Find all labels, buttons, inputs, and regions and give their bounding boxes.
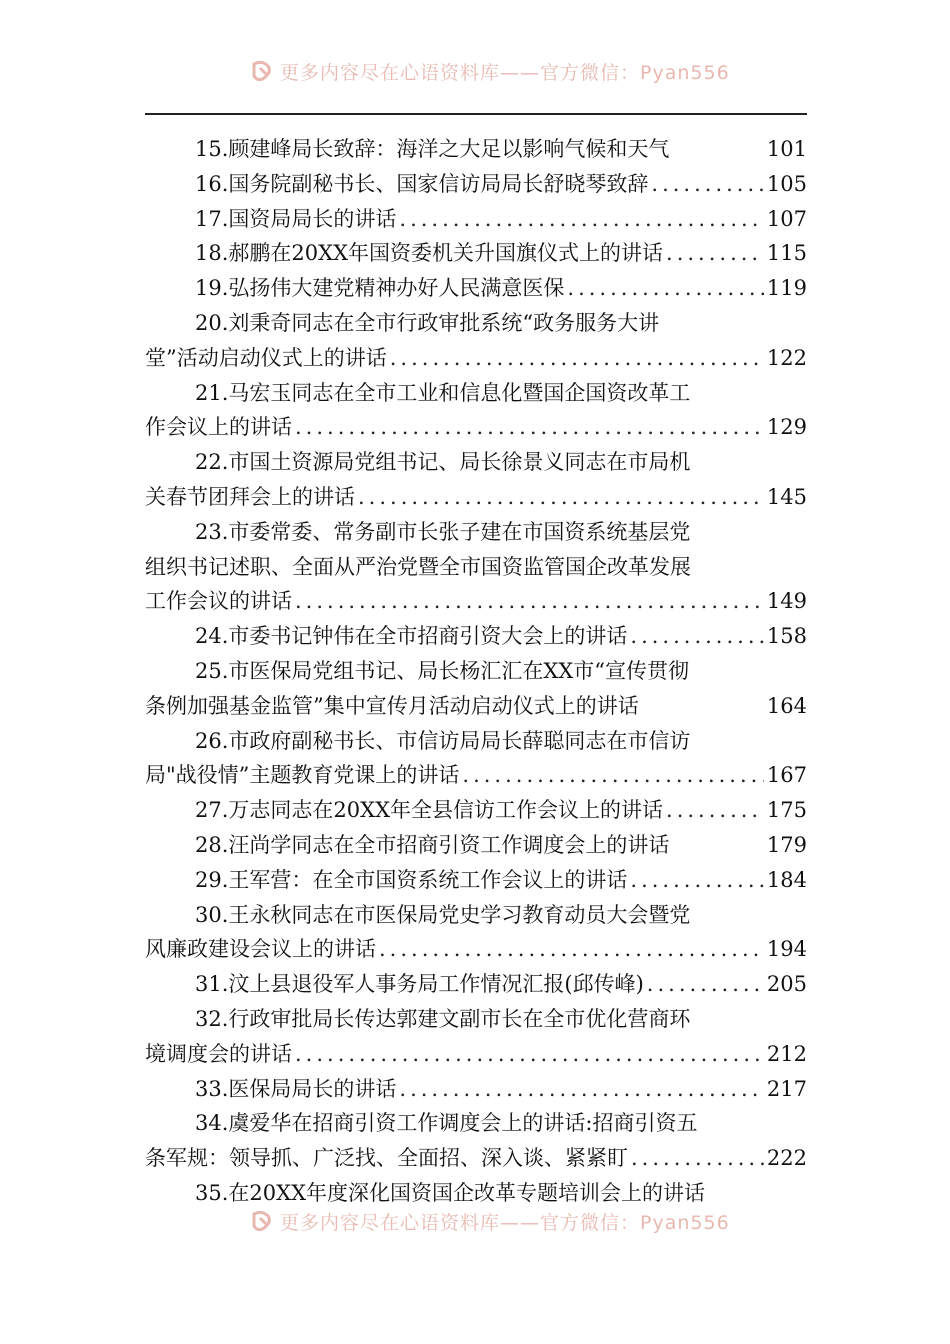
toc-entry-number: 21. bbox=[195, 380, 229, 405]
toc-entry[interactable] bbox=[145, 619, 807, 654]
toc-page-number: 145 bbox=[766, 484, 807, 509]
toc-entry-number: 34. bbox=[195, 1111, 229, 1136]
toc-page-number: 222 bbox=[766, 1146, 807, 1171]
dot-leader bbox=[651, 167, 764, 202]
toc-entry-title: 虞爱华在招商引资工作调度会上的讲话:招商引资五 bbox=[228, 1111, 698, 1136]
toc-page-number: 194 bbox=[766, 937, 807, 962]
toc-entry[interactable] bbox=[145, 1106, 807, 1176]
toc-entry-title: 工作会议的讲话 bbox=[145, 589, 292, 614]
dot-leader bbox=[379, 932, 764, 967]
toc-entry-number: 33. bbox=[195, 1076, 229, 1101]
toc-entry-title: 局"战役情”主题教育党课上的讲话 bbox=[145, 763, 460, 788]
toc-entry-line bbox=[145, 341, 807, 376]
toc-page-number: 179 bbox=[766, 832, 807, 857]
toc-entry-line bbox=[145, 236, 807, 271]
toc-page-number: 158 bbox=[766, 624, 807, 649]
toc-entry-line bbox=[145, 132, 807, 167]
toc-entry-title: 医保局局长的讲话 bbox=[228, 1076, 397, 1101]
toc-entry[interactable] bbox=[145, 654, 807, 724]
toc-entry-line bbox=[145, 758, 807, 793]
toc-entry[interactable] bbox=[145, 202, 807, 237]
toc-entry-line bbox=[145, 271, 807, 306]
dot-leader bbox=[462, 758, 764, 793]
toc-entry-number: 17. bbox=[195, 206, 229, 231]
toc-entry-title: 条军规：领导抓、广泛找、全面招、深入谈、紧紧盯 bbox=[145, 1146, 628, 1171]
toc-entry-number: 26. bbox=[195, 728, 229, 753]
toc-page-number: 167 bbox=[766, 763, 807, 788]
toc-page-number: 101 bbox=[766, 137, 807, 161]
toc-entry-line bbox=[145, 689, 807, 724]
toc-page-number: 164 bbox=[766, 693, 807, 718]
toc-page-number: 119 bbox=[766, 276, 807, 301]
toc-entry-line bbox=[145, 1037, 807, 1072]
toc-entry-line bbox=[145, 167, 807, 202]
toc-entry[interactable] bbox=[145, 236, 807, 271]
watermark-text: 更多内容尽在心语资料库——官方微信：Pyan556 bbox=[280, 1211, 730, 1234]
toc-entry-title: 风廉政建设会议上的讲话 bbox=[145, 937, 376, 962]
toc-entry[interactable] bbox=[145, 167, 807, 202]
toc-entry[interactable] bbox=[145, 515, 807, 619]
toc-entry[interactable] bbox=[145, 793, 807, 828]
toc-entry-title: 马宏玉同志在全市工业和信息化暨国企国资改革工 bbox=[228, 380, 691, 405]
toc-entry-line bbox=[145, 828, 807, 863]
toc-entry-number: 27. bbox=[195, 798, 229, 823]
toc-entry-title: 国务院副秘书长、国家信访局局长舒晓琴致辞 bbox=[228, 171, 649, 196]
watermark-logo-icon bbox=[250, 1210, 274, 1232]
toc-entry-title: 关春节团拜会上的讲话 bbox=[145, 484, 355, 509]
toc-entry-title: 国资局局长的讲话 bbox=[228, 206, 397, 231]
dot-leader bbox=[666, 793, 764, 828]
toc-entry-line bbox=[145, 724, 807, 759]
toc-entry-number: 29. bbox=[195, 867, 229, 892]
toc-entry-title: 市政府副秘书长、市信访局局长薛聪同志在市信访 bbox=[228, 728, 691, 753]
toc-entry[interactable] bbox=[145, 724, 807, 794]
table-of-contents bbox=[145, 132, 807, 1211]
toc-entry-line bbox=[145, 1141, 807, 1176]
toc-entry-line bbox=[145, 306, 807, 341]
toc-page-number: 175 bbox=[766, 798, 807, 823]
toc-entry-title: 市委书记钟伟在全市招商引资大会上的讲话 bbox=[228, 624, 628, 649]
toc-entry-line bbox=[145, 445, 807, 480]
header-divider bbox=[145, 113, 807, 115]
toc-page-number: 205 bbox=[766, 972, 807, 997]
toc-entry-line bbox=[145, 1106, 807, 1141]
toc-entry-line bbox=[145, 793, 807, 828]
toc-entry[interactable] bbox=[145, 271, 807, 306]
toc-entry-title: 市医保局党组书记、局长杨汇汇在XX市“宣传贯彻 bbox=[228, 658, 690, 683]
toc-entry-title: 汶上县退役军人事务局工作情况汇报(邱传峰) bbox=[228, 972, 644, 997]
dot-leader bbox=[295, 1037, 764, 1072]
dot-leader bbox=[295, 410, 764, 445]
toc-entry[interactable] bbox=[145, 967, 807, 1002]
toc-entry-title: 作会议上的讲话 bbox=[145, 415, 292, 440]
dot-leader bbox=[630, 619, 764, 654]
toc-entry-line bbox=[145, 202, 807, 237]
toc-entry-number: 23. bbox=[195, 519, 229, 544]
dot-leader bbox=[647, 967, 764, 1002]
toc-page-number: 149 bbox=[766, 589, 807, 614]
toc-entry-line bbox=[145, 932, 807, 967]
toc-entry-title: 市委常委、常务副市长张子建在市国资系统基层党 bbox=[228, 519, 691, 544]
toc-entry-title: 顾建峰局长致辞：海洋之大足以影响气候和天气 bbox=[228, 137, 670, 161]
toc-entry[interactable] bbox=[145, 376, 807, 446]
toc-page-number: 212 bbox=[766, 1041, 807, 1066]
toc-entry-line bbox=[145, 1002, 807, 1037]
toc-entry-number: 20. bbox=[195, 310, 229, 335]
toc-entry-title: 万志同志在20XX年全县信访工作会议上的讲话 bbox=[228, 798, 664, 823]
toc-entry-number: 19. bbox=[195, 276, 229, 301]
toc-page-number: 217 bbox=[766, 1076, 807, 1101]
toc-entry-line bbox=[145, 654, 807, 689]
dot-leader bbox=[666, 236, 764, 271]
toc-entry-title: 组织书记述职、全面从严治党暨全市国资监管国企改革发展 bbox=[145, 554, 691, 579]
toc-entry-number: 24. bbox=[195, 624, 229, 649]
toc-page-number: 122 bbox=[766, 345, 807, 370]
toc-entry[interactable] bbox=[145, 306, 807, 376]
footer-watermark bbox=[250, 1206, 730, 1236]
toc-entry-number: 35. bbox=[195, 1180, 229, 1205]
header-watermark bbox=[250, 56, 730, 86]
toc-entry[interactable] bbox=[145, 1072, 807, 1107]
toc-entry-line bbox=[145, 515, 807, 550]
watermark-text: 更多内容尽在心语资料库——官方微信：Pyan556 bbox=[280, 61, 730, 84]
toc-entry-number: 30. bbox=[195, 902, 229, 927]
toc-entry-line bbox=[145, 619, 807, 654]
toc-entry[interactable] bbox=[145, 1002, 807, 1072]
toc-entry-title: 在20XX年度深化国资国企改革专题培训会上的讲话 bbox=[228, 1180, 706, 1205]
toc-entry-line bbox=[145, 376, 807, 411]
dot-leader bbox=[295, 584, 764, 619]
toc-entry-title: 王永秋同志在市医保局党史学习教育动员大会暨党 bbox=[228, 902, 691, 927]
toc-entry-number: 16. bbox=[195, 171, 229, 196]
toc-entry-title: 王军营：在全市国资系统工作会议上的讲话 bbox=[228, 867, 628, 892]
toc-page-number: 107 bbox=[766, 206, 807, 231]
toc-entry-title: 汪尚学同志在全市招商引资工作调度会上的讲话 bbox=[228, 832, 670, 857]
toc-entry[interactable] bbox=[145, 898, 807, 968]
dot-leader bbox=[630, 863, 764, 898]
toc-page-number: 129 bbox=[766, 415, 807, 440]
toc-entry-line bbox=[145, 967, 807, 1002]
toc-entry-title: 条例加强基金监管”集中宣传月活动启动仪式上的讲话 bbox=[145, 693, 639, 718]
dot-leader bbox=[567, 271, 764, 306]
toc-entry-number: 31. bbox=[195, 972, 229, 997]
toc-entry-line bbox=[145, 584, 807, 619]
toc-entry-line bbox=[145, 863, 807, 898]
watermark-logo-icon bbox=[250, 60, 274, 82]
toc-entry-title: 郝鹏在20XX年国资委机关升国旗仪式上的讲话 bbox=[228, 241, 664, 266]
toc-entry-line bbox=[145, 480, 807, 515]
toc-entry-title: 堂”活动启动仪式上的讲话 bbox=[145, 345, 387, 370]
toc-page-number: 105 bbox=[766, 171, 807, 196]
toc-entry-line bbox=[145, 1072, 807, 1107]
toc-entry-title: 刘秉奇同志在全市行政审批系统“政务服务大讲 bbox=[228, 310, 660, 335]
toc-entry-title: 境调度会的讲话 bbox=[145, 1041, 292, 1066]
toc-entry-number: 18. bbox=[195, 241, 229, 266]
toc-entry-number: 32. bbox=[195, 1006, 229, 1031]
toc-entry-title: 行政审批局长传达郭建文副市长在全市优化营商环 bbox=[228, 1006, 691, 1031]
toc-page-number: 184 bbox=[766, 867, 807, 892]
dot-leader bbox=[399, 202, 764, 237]
toc-entry-line bbox=[145, 410, 807, 445]
dot-leader bbox=[631, 1141, 764, 1176]
toc-entry-title: 市国土资源局党组书记、局长徐景义同志在市局机 bbox=[228, 450, 691, 475]
toc-entry-line bbox=[145, 898, 807, 933]
toc-entry-title: 弘扬伟大建党精神办好人民满意医保 bbox=[228, 276, 565, 301]
toc-entry-number: 25. bbox=[195, 658, 229, 683]
toc-entry-number: 15. bbox=[195, 137, 229, 161]
toc-page-number: 115 bbox=[766, 241, 807, 266]
toc-entry-line bbox=[145, 550, 807, 585]
dot-leader bbox=[390, 341, 764, 376]
toc-entry[interactable] bbox=[145, 132, 807, 167]
toc-entry[interactable] bbox=[145, 863, 807, 898]
toc-entry-number: 28. bbox=[195, 832, 229, 857]
toc-entry[interactable] bbox=[145, 445, 807, 515]
dot-leader bbox=[399, 1072, 764, 1107]
toc-entry-number: 22. bbox=[195, 450, 229, 475]
dot-leader bbox=[358, 480, 764, 515]
toc-entry[interactable] bbox=[145, 828, 807, 863]
